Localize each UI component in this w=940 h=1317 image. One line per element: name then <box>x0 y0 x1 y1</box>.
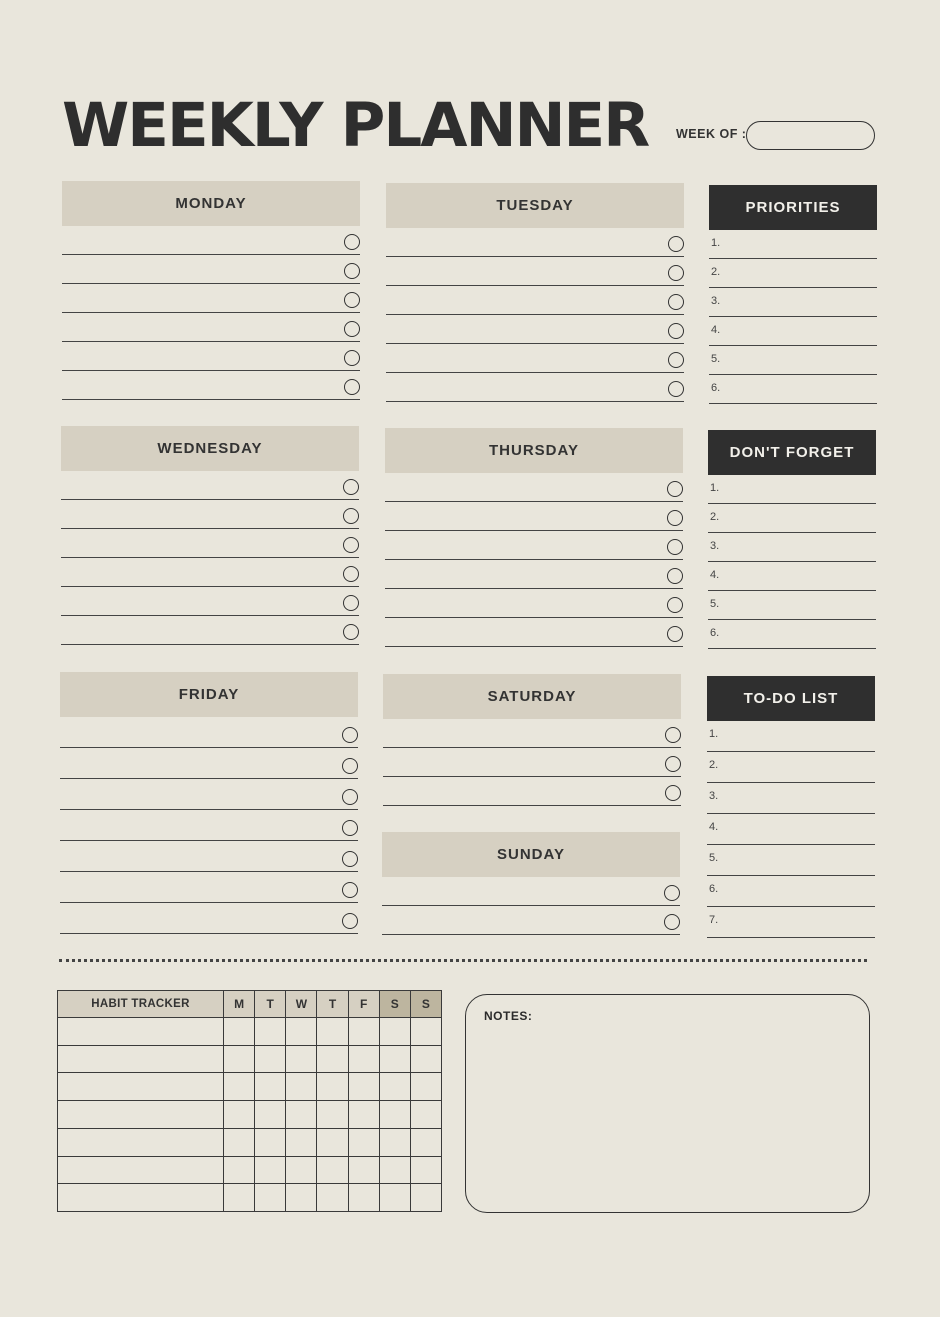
checkbox-circle[interactable] <box>665 785 681 801</box>
notes-box[interactable] <box>465 994 870 1213</box>
checkbox-circle[interactable] <box>343 624 359 640</box>
dont-forget-number: 6. <box>710 627 720 639</box>
task-line[interactable] <box>383 719 681 748</box>
dont-forget-line[interactable] <box>708 475 876 504</box>
habit-check-cell[interactable] <box>348 1101 379 1129</box>
habit-check-cell[interactable] <box>286 1101 317 1129</box>
checkbox-circle[interactable] <box>342 820 358 836</box>
task-line[interactable] <box>60 717 358 748</box>
habit-check-cell[interactable] <box>410 1156 441 1184</box>
checkbox-circle[interactable] <box>668 352 684 368</box>
day-sunday <box>382 832 680 935</box>
dont-forget-section <box>708 430 876 649</box>
habit-check-cell[interactable] <box>410 1045 441 1073</box>
checkbox-circle[interactable] <box>668 265 684 281</box>
dont-forget-line[interactable] <box>708 591 876 620</box>
habit-check-cell[interactable] <box>379 1073 410 1101</box>
habit-check-cell[interactable] <box>286 1073 317 1101</box>
notes-label: NOTES: <box>484 1009 533 1023</box>
habit-check-cell[interactable] <box>348 1045 379 1073</box>
priority-number: 6. <box>711 382 721 394</box>
priority-number: 5. <box>711 353 721 365</box>
day-header-friday: FRIDAY <box>60 672 358 717</box>
habit-check-cell[interactable] <box>224 1018 255 1046</box>
priority-line[interactable] <box>709 346 877 375</box>
task-line[interactable] <box>386 257 684 286</box>
day-wednesday <box>61 426 359 645</box>
habit-day-header: T <box>317 991 348 1018</box>
checkbox-circle[interactable] <box>344 350 360 366</box>
habit-check-cell[interactable] <box>255 1045 286 1073</box>
habit-check-cell[interactable] <box>410 1128 441 1156</box>
day-tuesday <box>386 183 684 402</box>
task-line[interactable] <box>383 748 681 777</box>
day-saturday <box>383 674 681 806</box>
checkbox-circle[interactable] <box>344 263 360 279</box>
task-line[interactable] <box>385 502 683 531</box>
priority-number: 1. <box>711 237 721 249</box>
habit-check-cell[interactable] <box>255 1073 286 1101</box>
day-header-sunday: SUNDAY <box>382 832 680 877</box>
dont-forget-number: 5. <box>710 598 720 610</box>
task-line[interactable] <box>386 373 684 402</box>
task-line[interactable] <box>385 560 683 589</box>
task-line[interactable] <box>61 471 359 500</box>
checkbox-circle[interactable] <box>342 913 358 929</box>
dont-forget-line[interactable] <box>708 620 876 649</box>
habit-check-cell[interactable] <box>410 1184 441 1212</box>
habit-name-cell[interactable] <box>58 1073 224 1101</box>
habit-row <box>58 1184 442 1212</box>
task-line[interactable] <box>60 779 358 810</box>
checkbox-circle[interactable] <box>668 381 684 397</box>
checkbox-circle[interactable] <box>344 379 360 395</box>
checkbox-circle[interactable] <box>343 537 359 553</box>
habit-check-cell[interactable] <box>224 1156 255 1184</box>
dont-forget-line[interactable] <box>708 533 876 562</box>
task-line[interactable] <box>382 906 680 935</box>
habit-check-cell[interactable] <box>317 1101 348 1129</box>
habit-row <box>58 1045 442 1073</box>
habit-name-cell[interactable] <box>58 1128 224 1156</box>
priority-line[interactable] <box>709 375 877 404</box>
day-header-wednesday: WEDNESDAY <box>61 426 359 471</box>
habit-tracker-title: HABIT TRACKER <box>58 991 224 1018</box>
habit-header-row <box>58 991 442 1018</box>
task-line[interactable] <box>385 618 683 647</box>
checkbox-circle[interactable] <box>664 885 680 901</box>
habit-check-cell[interactable] <box>224 1128 255 1156</box>
task-line[interactable] <box>61 587 359 616</box>
task-line[interactable] <box>62 371 360 400</box>
task-line[interactable] <box>62 313 360 342</box>
task-line[interactable] <box>61 529 359 558</box>
habit-check-cell[interactable] <box>317 1128 348 1156</box>
task-line[interactable] <box>386 228 684 257</box>
checkbox-circle[interactable] <box>665 727 681 743</box>
habit-row <box>58 1018 442 1046</box>
checkbox-circle[interactable] <box>664 914 680 930</box>
habit-check-cell[interactable] <box>348 1073 379 1101</box>
priorities-header: PRIORITIES <box>709 185 877 230</box>
habit-check-cell[interactable] <box>255 1128 286 1156</box>
habit-check-cell[interactable] <box>348 1128 379 1156</box>
habit-check-cell[interactable] <box>317 1018 348 1046</box>
checkbox-circle[interactable] <box>343 508 359 524</box>
checkbox-circle[interactable] <box>667 597 683 613</box>
habit-day-header: F <box>348 991 379 1018</box>
task-line[interactable] <box>385 531 683 560</box>
habit-check-cell[interactable] <box>224 1045 255 1073</box>
checkbox-circle[interactable] <box>667 481 683 497</box>
checkbox-circle[interactable] <box>667 568 683 584</box>
priority-line[interactable] <box>709 259 877 288</box>
task-line[interactable] <box>62 226 360 255</box>
habit-row <box>58 1073 442 1101</box>
checkbox-circle[interactable] <box>665 756 681 772</box>
task-line[interactable] <box>61 500 359 529</box>
todo-line[interactable] <box>707 876 875 907</box>
habit-check-cell[interactable] <box>379 1018 410 1046</box>
habit-check-cell[interactable] <box>255 1156 286 1184</box>
habit-check-cell[interactable] <box>286 1156 317 1184</box>
habit-check-cell[interactable] <box>410 1101 441 1129</box>
todo-line[interactable] <box>707 814 875 845</box>
day-monday <box>62 181 360 400</box>
todo-section <box>707 676 875 938</box>
priority-line[interactable] <box>709 288 877 317</box>
priority-number: 2. <box>711 266 721 278</box>
task-line[interactable] <box>60 841 358 872</box>
task-line[interactable] <box>61 558 359 587</box>
task-line[interactable] <box>386 315 684 344</box>
dont-forget-number: 1. <box>710 482 720 494</box>
checkbox-circle[interactable] <box>344 234 360 250</box>
habit-day-header: W <box>286 991 317 1018</box>
checkbox-circle[interactable] <box>342 882 358 898</box>
task-line[interactable] <box>383 777 681 806</box>
habit-check-cell[interactable] <box>224 1073 255 1101</box>
checkbox-circle[interactable] <box>668 294 684 310</box>
habit-name-cell[interactable] <box>58 1184 224 1212</box>
todo-line[interactable] <box>707 907 875 938</box>
todo-line[interactable] <box>707 783 875 814</box>
task-line[interactable] <box>60 872 358 903</box>
day-header-thursday: THURSDAY <box>385 428 683 473</box>
habit-name-cell[interactable] <box>58 1018 224 1046</box>
habit-check-cell[interactable] <box>224 1101 255 1129</box>
priority-number: 4. <box>711 324 721 336</box>
habit-check-cell[interactable] <box>348 1018 379 1046</box>
week-of-label: WEEK OF : <box>676 127 747 141</box>
habit-check-cell[interactable] <box>286 1184 317 1212</box>
dont-forget-number: 4. <box>710 569 720 581</box>
habit-name-cell[interactable] <box>58 1156 224 1184</box>
task-line[interactable] <box>62 284 360 313</box>
habit-check-cell[interactable] <box>286 1018 317 1046</box>
task-line[interactable] <box>382 877 680 906</box>
habit-day-header: S <box>410 991 441 1018</box>
checkbox-circle[interactable] <box>344 292 360 308</box>
todo-line[interactable] <box>707 845 875 876</box>
task-line[interactable] <box>386 286 684 315</box>
dont-forget-line[interactable] <box>708 562 876 591</box>
task-line[interactable] <box>62 255 360 284</box>
habit-day-header: S <box>379 991 410 1018</box>
task-line[interactable] <box>60 810 358 841</box>
day-thursday <box>385 428 683 647</box>
day-friday <box>60 672 358 934</box>
habit-row <box>58 1156 442 1184</box>
checkbox-circle[interactable] <box>342 851 358 867</box>
week-of-input[interactable] <box>746 121 875 150</box>
checkbox-circle[interactable] <box>343 479 359 495</box>
habit-check-cell[interactable] <box>379 1045 410 1073</box>
priority-line[interactable] <box>709 317 877 346</box>
habit-check-cell[interactable] <box>255 1184 286 1212</box>
priorities-section <box>709 185 877 404</box>
habit-check-cell[interactable] <box>286 1045 317 1073</box>
todo-number: 6. <box>709 883 719 895</box>
day-header-saturday: SATURDAY <box>383 674 681 719</box>
habit-row <box>58 1128 442 1156</box>
checkbox-circle[interactable] <box>343 566 359 582</box>
habit-check-cell[interactable] <box>379 1184 410 1212</box>
habit-check-cell[interactable] <box>410 1073 441 1101</box>
todo-number: 4. <box>709 821 719 833</box>
task-line[interactable] <box>386 344 684 373</box>
task-line[interactable] <box>385 473 683 502</box>
habit-row <box>58 1101 442 1129</box>
checkbox-circle[interactable] <box>667 539 683 555</box>
task-line[interactable] <box>60 903 358 934</box>
task-line[interactable] <box>60 748 358 779</box>
habit-name-cell[interactable] <box>58 1045 224 1073</box>
habit-check-cell[interactable] <box>255 1018 286 1046</box>
habit-check-cell[interactable] <box>317 1073 348 1101</box>
checkbox-circle[interactable] <box>668 323 684 339</box>
checkbox-circle[interactable] <box>342 758 358 774</box>
priority-line[interactable] <box>709 230 877 259</box>
dont-forget-number: 3. <box>710 540 720 552</box>
habit-check-cell[interactable] <box>224 1184 255 1212</box>
habit-name-cell[interactable] <box>58 1101 224 1129</box>
checkbox-circle[interactable] <box>343 595 359 611</box>
todo-line[interactable] <box>707 752 875 783</box>
habit-day-header: M <box>224 991 255 1018</box>
habit-tracker-table <box>57 990 442 1212</box>
checkbox-circle[interactable] <box>667 510 683 526</box>
task-line[interactable] <box>61 616 359 645</box>
todo-number: 1. <box>709 728 719 740</box>
habit-check-cell[interactable] <box>317 1156 348 1184</box>
habit-check-cell[interactable] <box>286 1128 317 1156</box>
dont-forget-number: 2. <box>710 511 720 523</box>
day-header-tuesday: TUESDAY <box>386 183 684 228</box>
dotted-divider <box>59 959 867 962</box>
todo-number: 3. <box>709 790 719 802</box>
habit-check-cell[interactable] <box>379 1101 410 1129</box>
habit-check-cell[interactable] <box>379 1156 410 1184</box>
todo-number: 2. <box>709 759 719 771</box>
dont-forget-line[interactable] <box>708 504 876 533</box>
todo-header: TO-DO LIST <box>707 676 875 721</box>
habit-check-cell[interactable] <box>255 1101 286 1129</box>
habit-check-cell[interactable] <box>348 1156 379 1184</box>
checkbox-circle[interactable] <box>668 236 684 252</box>
habit-day-header: T <box>255 991 286 1018</box>
checkbox-circle[interactable] <box>342 789 358 805</box>
habit-check-cell[interactable] <box>410 1018 441 1046</box>
priority-number: 3. <box>711 295 721 307</box>
day-header-monday: MONDAY <box>62 181 360 226</box>
checkbox-circle[interactable] <box>667 626 683 642</box>
todo-number: 7. <box>709 914 719 926</box>
habit-check-cell[interactable] <box>379 1128 410 1156</box>
page-title: WEEKLY PLANNER <box>62 90 649 161</box>
habit-check-cell[interactable] <box>317 1045 348 1073</box>
todo-number: 5. <box>709 852 719 864</box>
todo-line[interactable] <box>707 721 875 752</box>
habit-check-cell[interactable] <box>348 1184 379 1212</box>
checkbox-circle[interactable] <box>344 321 360 337</box>
habit-check-cell[interactable] <box>317 1184 348 1212</box>
dont-forget-header: DON'T FORGET <box>708 430 876 475</box>
task-line[interactable] <box>62 342 360 371</box>
task-line[interactable] <box>385 589 683 618</box>
checkbox-circle[interactable] <box>342 727 358 743</box>
